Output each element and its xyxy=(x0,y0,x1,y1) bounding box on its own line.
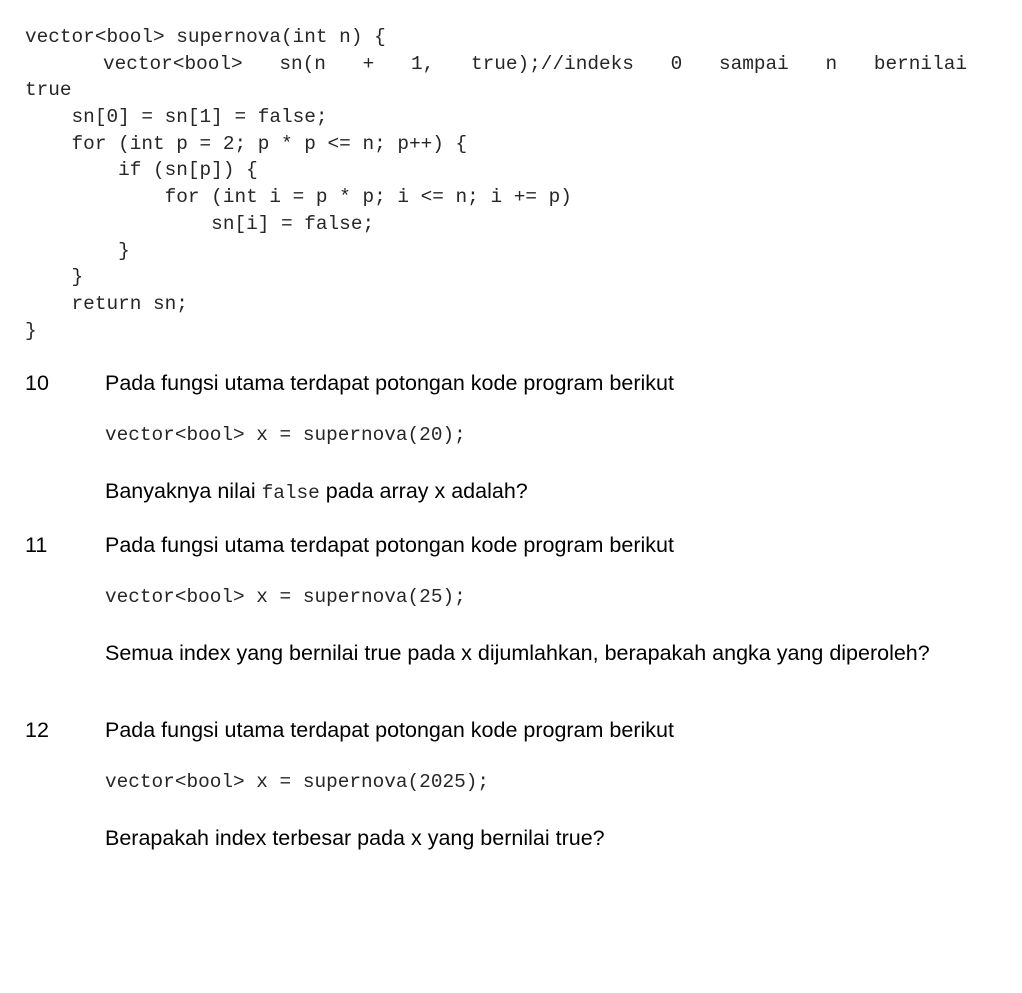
question-code: vector<bool> x = supernova(2025); xyxy=(105,771,489,793)
question-code: vector<bool> x = supernova(20); xyxy=(105,424,466,446)
code-line-4: sn[0] = sn[1] = false; xyxy=(25,106,328,129)
code-token: bernilai xyxy=(873,52,967,75)
code-line-2 xyxy=(25,51,967,78)
code-line-12: } xyxy=(25,319,37,342)
question-intro: Pada fungsi utama terdapat potongan kode program berikut xyxy=(105,371,674,395)
code-token: sampai xyxy=(718,52,789,75)
question-prompt-text: Banyaknya nilai xyxy=(105,479,262,503)
question-prompt xyxy=(105,479,967,506)
code-token: true);//indeks xyxy=(470,52,634,75)
code-line-6: if (sn[p]) { xyxy=(25,159,258,182)
code-token: n xyxy=(825,52,838,75)
code-token: vector<bool> xyxy=(103,52,243,75)
code-line-8: sn[i] = false; xyxy=(25,212,375,235)
question-intro: Pada fungsi utama terdapat potongan kode program berikut xyxy=(105,718,674,742)
question-number: 10 xyxy=(25,371,49,395)
code-line-7: for (int i = p * p; i <= n; i += p) xyxy=(25,186,572,209)
code-line-9: } xyxy=(25,239,130,262)
code-line-5: for (int p = 2; p * p <= n; p++) { xyxy=(25,132,468,155)
code-line-1: vector<bool> supernova(int n) { xyxy=(25,26,386,48)
question-number: 11 xyxy=(25,533,48,557)
code-line-11: return sn; xyxy=(25,292,188,315)
code-token: + xyxy=(362,52,375,75)
question-number: 12 xyxy=(25,718,49,742)
code-listing xyxy=(25,24,985,344)
inline-code: false xyxy=(261,482,320,504)
code-token: 0 xyxy=(670,52,683,75)
question-prompt-text: pada array x adalah? xyxy=(319,479,528,503)
code-token: 1, xyxy=(410,52,435,75)
question-prompt: Berapakah index terbesar pada x yang bernilai true? xyxy=(105,826,605,850)
code-line-3: true xyxy=(25,79,72,102)
code-line-10: } xyxy=(25,266,84,289)
question-code: vector<bool> x = supernova(25); xyxy=(105,586,466,608)
question-prompt: Semua index yang bernilai true pada x dijumlahkan, berapakah angka yang diperoleh? xyxy=(105,641,930,665)
code-token: sn(n xyxy=(279,52,326,75)
question-intro: Pada fungsi utama terdapat potongan kode program berikut xyxy=(105,533,674,557)
